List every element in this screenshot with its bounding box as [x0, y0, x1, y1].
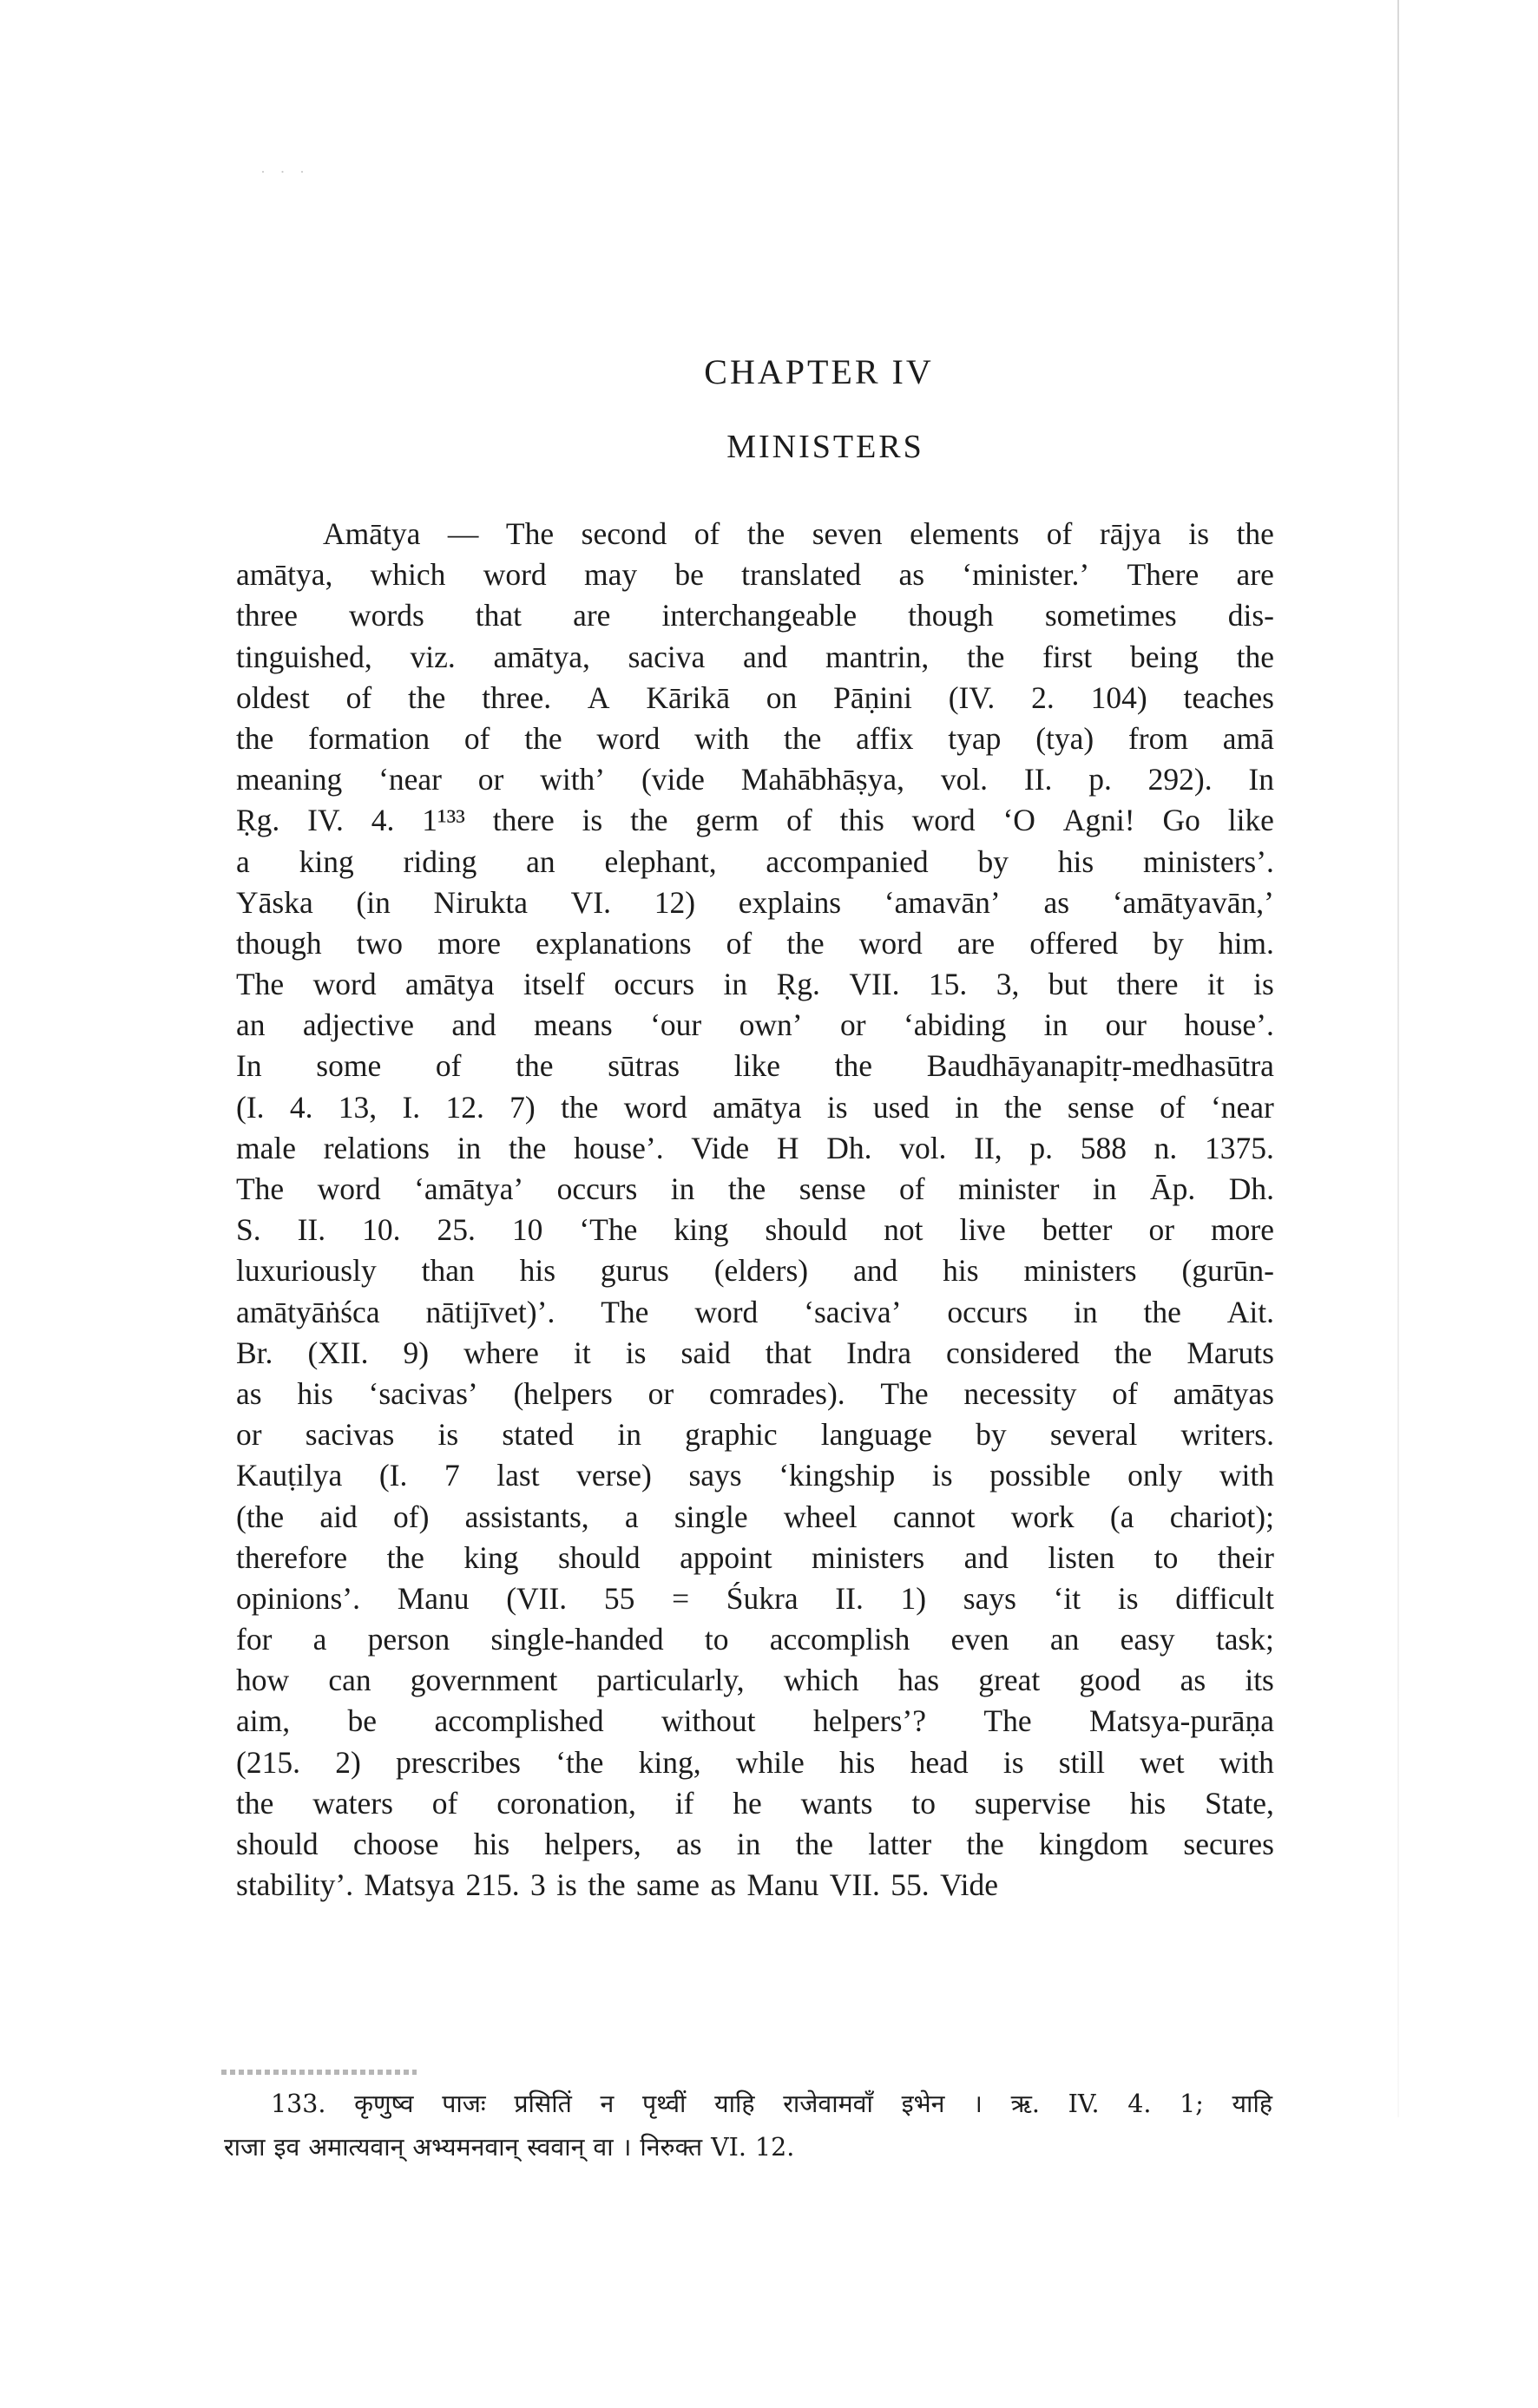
text-line: a king riding an elephant, accompanied by his ministers’. [236, 843, 1274, 879]
footnote-line: राजा इव अमात्यवान् अभ्यमनवान् स्ववान् वा । निरुक्त VI. 12. [224, 2133, 795, 2162]
text-line: Amātya — The second of the seven elements of rājya is the [323, 516, 1274, 551]
text-line: amātya, which word may be translated as ‘minister.’ There are [236, 557, 1274, 593]
main-paragraph [236, 514, 1274, 1906]
text-line: The word ‘amātya’ occurs in the sense of minister in Āp. Dh. [236, 1171, 1274, 1206]
text-line: three words that are interchangeable though sometimes dis- [236, 598, 1274, 633]
text-line: an adjective and means ‘our own’ or ‘abiding in our house’. [236, 1007, 1274, 1043]
text-line: the formation of the word with the affix tyap (tya) from amā [236, 720, 1274, 756]
text-line: meaning ‘near or with’ (vide Mahābhāṣya, vol. II. p. 292). In [236, 762, 1274, 797]
text-line: Yāska (in Nirukta VI. 12) explains ‘amavān’ as ‘amātyavān,’ [236, 884, 1274, 920]
text-line: opinions’. Manu (VII. 55 = Śukra II. 1) says ‘it is difficult [236, 1580, 1274, 1616]
text-line: the waters of coronation, if he wants to supervise his State, [236, 1785, 1274, 1821]
text-line: tinguished, viz. amātya, saciva and mantrin, the first being the [236, 639, 1274, 674]
text-line: In some of the sūtras like the Baudhāyanapitṛ-medhasūtra [236, 1048, 1274, 1084]
text-line: as his ‘sacivas’ (helpers or comrades). The necessity of amātyas [236, 1375, 1274, 1411]
text-line: how can government particularly, which has great good as its [236, 1663, 1274, 1698]
text-line: or sacivas is stated in graphic language by several writers. [236, 1417, 1274, 1453]
text-line: (215. 2) prescribes ‘the king, while his head is still wet with [236, 1744, 1274, 1780]
chapter-title: MINISTERS [726, 429, 924, 465]
text-line: oldest of the three. A Kārikā on Pāṇini (IV. 2. 104) teaches [236, 679, 1274, 715]
text-line: The word amātya itself occurs in Ṛg. VII. 15. 3, but there it is [236, 967, 1274, 1002]
text-line: S. II. 10. 25. 10 ‘The king should not live better or more [236, 1212, 1274, 1248]
text-line: therefore the king should appoint ministers and listen to their [236, 1539, 1274, 1575]
text-line: stability’. Matsya 215. 3 is the same as Manu VII. 55. Vide [236, 1867, 998, 1903]
text-line: Kauṭilya (I. 7 last verse) says ‘kingship is possible only with [236, 1458, 1274, 1493]
footnote-separator [221, 2070, 417, 2075]
page-edge-shadow [1397, 0, 1399, 2117]
text-line: male relations in the house’. Vide H Dh. vol. II, p. 588 n. 1375. [236, 1130, 1274, 1165]
scan-speck: · · · [260, 163, 310, 180]
text-line: aim, be accomplished without helpers’? The Matsya-purāṇa [236, 1703, 1274, 1739]
text-line: should choose his helpers, as in the latter the kingdom secures [236, 1827, 1274, 1861]
text-line: though two more explanations of the word are offered by him. [236, 925, 1274, 961]
text-line: Ṛg. IV. 4. 1¹³³ there is the germ of this word ‘O Agni! Go like [236, 803, 1274, 838]
text-line: for a person single-handed to accomplish even an easy task; [236, 1622, 1274, 1657]
footnote [224, 2083, 1272, 2169]
text-line: luxuriously than his gurus (elders) and his ministers (gurūn- [236, 1253, 1274, 1289]
text-line: amātyāṅśca nātijīvet)’. The word ‘saciva’ occurs in the Ait. [236, 1294, 1274, 1329]
text-line: Br. (XII. 9) where it is said that Indra considered the Maruts [236, 1335, 1274, 1370]
chapter-heading: CHAPTER IV [704, 352, 934, 391]
footnote-line: 133. कृणुष्व पाजः प्रसितिं न पृथ्वीं याहि राजेवामवाँ इभेन । ऋ. IV. 4. 1; याहि [271, 2090, 1272, 2118]
text-line: (I. 4. 13, I. 12. 7) the word amātya is used in the sense of ‘near [236, 1089, 1274, 1125]
text-line: (the aid of) assistants, a single wheel cannot work (a chariot); [236, 1499, 1274, 1534]
